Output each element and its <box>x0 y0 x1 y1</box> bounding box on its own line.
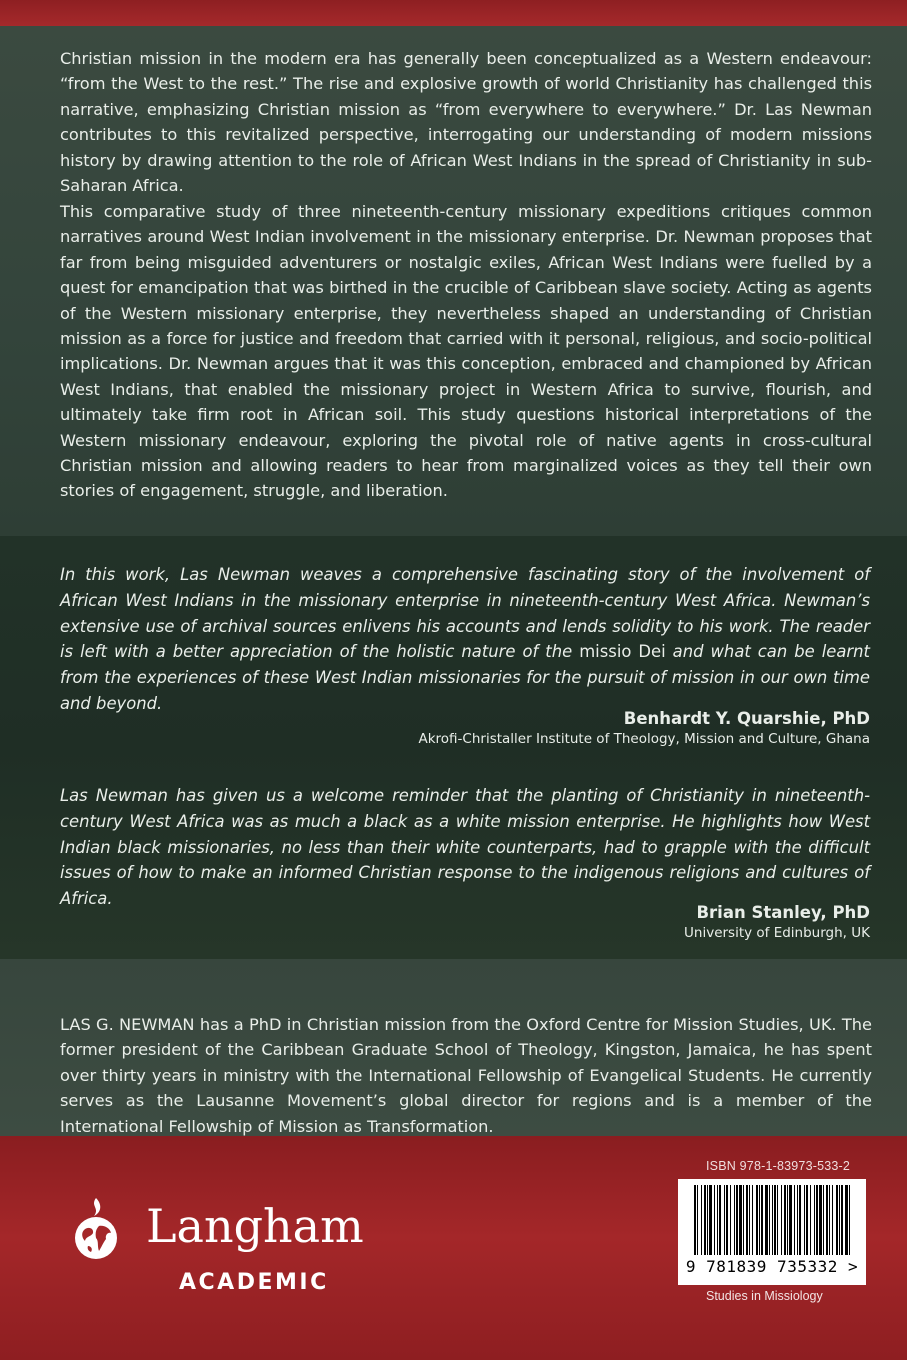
barcode-bar <box>765 1185 768 1255</box>
endorser-affiliation: University of Edinburgh, UK <box>684 925 870 941</box>
barcode-bar <box>797 1185 798 1255</box>
barcode-bar <box>823 1185 824 1255</box>
barcode-bar <box>697 1185 698 1255</box>
barcode-bar <box>772 1185 773 1255</box>
barcode-bar <box>849 1185 850 1255</box>
barcode-bar <box>739 1185 742 1255</box>
barcode-bar <box>694 1185 696 1255</box>
endorsement-attribution-1 <box>418 708 870 749</box>
publisher-logo <box>66 1192 396 1312</box>
endorsement-quote-2: Las Newman has given us a welcome reminder that the planting of Christianity in nineteenth-century West Africa was as much a black as a white mission enterprise. He highlights how West Indian black missionaries, no less than their white counterparts, had to grapple with the difficult issues of how to make an informed Christian response to the indigenous religions and cultures of Africa. <box>60 786 870 909</box>
barcode-bar <box>774 1185 776 1255</box>
barcode-bar <box>759 1185 760 1255</box>
publisher-name: Langham <box>146 1199 364 1253</box>
barcode-bar <box>819 1185 822 1255</box>
barcode-bar <box>719 1185 721 1255</box>
barcode <box>678 1179 866 1285</box>
barcode-bar <box>845 1185 848 1255</box>
barcode-bar <box>749 1185 750 1255</box>
barcode-bar <box>806 1185 808 1255</box>
top-red-strip <box>0 0 907 26</box>
barcode-bar <box>794 1185 795 1255</box>
barcode-bar <box>752 1185 753 1255</box>
barcode-bar <box>839 1185 840 1255</box>
endorser-affiliation: Akrofi-Christaller Institute of Theology, Mission and Culture, Ghana <box>418 731 870 747</box>
endorsement-attribution-2 <box>684 902 870 943</box>
latin-term: missio Dei <box>579 642 666 662</box>
barcode-bar <box>804 1185 805 1255</box>
barcode-bar <box>743 1185 744 1255</box>
barcode-bar <box>717 1185 718 1255</box>
barcode-bar <box>756 1185 758 1255</box>
barcode-bar <box>810 1185 811 1255</box>
barcode-bar <box>761 1185 763 1255</box>
barcode-bar <box>701 1185 702 1255</box>
barcode-digits: 9 781839 735332 > <box>685 1257 859 1276</box>
barcode-bar <box>814 1185 815 1255</box>
barcode-bar <box>836 1185 838 1255</box>
endorsement-quote-1: In this work, Las Newman weaves a comprehensive fascinating story of the involvement of African West Indians in the missionary enterprise in nineteenth-century West Africa. Newman’s extensive use of archival sources enlivens his accounts and lends solidity to his work. The reader is left with a better appreciation of the holistic nature of the missio Dei and what can be learnt from the experiences of these West Indian missionaries for the pursuit of mission in our own time and beyond. <box>60 565 870 713</box>
barcode-bar <box>724 1185 725 1255</box>
barcode-bar <box>829 1185 830 1255</box>
barcode-bar <box>730 1185 731 1255</box>
endorser-name: Benhardt Y. Quarshie, PhD <box>623 709 870 728</box>
barcode-bar <box>726 1185 728 1255</box>
barcode-bar <box>787 1185 788 1255</box>
barcode-bar <box>746 1185 748 1255</box>
barcode-bar <box>781 1185 782 1255</box>
barcode-bar <box>736 1185 738 1255</box>
barcode-bar <box>707 1185 708 1255</box>
barcode-bars <box>690 1185 854 1257</box>
blurb-paragraph-1: Christian mission in the modern era has generally been conceptualized as a Western endeavour: “from the West to the rest.” The rise and explosive growth of world Christianity has challenged this narrative, emphasizing Christian mission as “from everywhere to everywhere.” Dr. Las Newman contributes to this revitalized perspective, interrogating our understanding of modern missions history by drawing attention to the role of African West Indians in the spread of Christianity in sub-Saharan Africa. <box>60 49 872 196</box>
barcode-bar <box>784 1185 786 1255</box>
blurb-paragraph-2: This comparative study of three nineteenth-century missionary expeditions critiques common narratives around West Indian involvement in the missionary enterprise. Dr. Newman proposes that far from being misguided adventurers or nostalgic exiles, African West Indians were fuelled by a quest for emancipation that was birthed in the crucible of Caribbean slave society. Acting as agents of the Western missionary enterprise, they nevertheless shaped an understanding of Christian mission as a force for justice and freedom that carried with it personal, religious, and socio-political implications. Dr. Newman argues that it was this conception, embraced and championed by African West Indians, that enabled the missionary project in Western Africa to survive, flourish, and ultimately take firm root in African soil. This study questions historical interpretations of the Western missionary endeavour, exploring the pivotal role of native agents in cross-cultural Christian mission and allowing readers to hear from marginalized voices as they tell their own stories of engagement, struggle, and liberation. <box>60 202 872 501</box>
barcode-bar <box>777 1185 778 1255</box>
isbn-label: ISBN 978-1-83973-533-2 <box>706 1159 851 1173</box>
imprint-name: ACADEMIC <box>179 1270 329 1295</box>
barcode-bar <box>816 1185 818 1255</box>
barcode-bar <box>841 1185 843 1255</box>
series-name: Studies in Missiology <box>706 1289 823 1303</box>
barcode-bar <box>826 1185 828 1255</box>
barcode-bar <box>734 1185 735 1255</box>
barcode-bar <box>789 1185 792 1255</box>
barcode-bar <box>832 1185 833 1255</box>
globe-flame-icon <box>66 1196 126 1262</box>
barcode-bar <box>769 1185 770 1255</box>
barcode-bar <box>714 1185 715 1255</box>
barcode-bar <box>799 1185 801 1255</box>
endorser-name: Brian Stanley, PhD <box>696 903 870 922</box>
barcode-bar <box>704 1185 706 1255</box>
author-bio: LAS G. NEWMAN has a PhD in Christian mission from the Oxford Centre for Mission Studies, UK. The former president of the Caribbean Graduate School of Theology, Kingston, Jamaica, he has spent over thirty years in ministry with the International Fellowship of Evangelical Students. He currently serves as the Lausanne Movement’s global director for regions and is a member of the International Fellowship of Mission as Transformation. <box>60 1015 872 1136</box>
barcode-bar <box>709 1185 712 1255</box>
